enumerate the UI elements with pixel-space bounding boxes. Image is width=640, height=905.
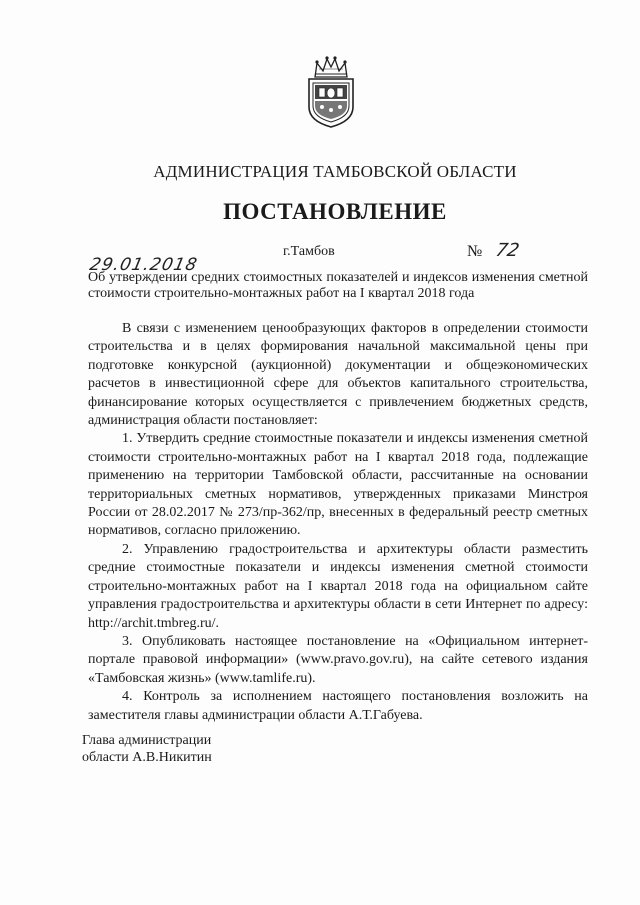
coat-of-arms-icon bbox=[305, 55, 357, 129]
paragraph-preamble: В связи с изменением ценообразующих факторов в определении стоимости строительства и в целях формирования начальной максимальной цены при подготовке конкурсной (аукционной) документации и общеэкономических расчетов в инвестиционной сфере для объектов капитального строительства, финансирование которых осуществляется с привлечением бюджетных средств, администрация области постановляет: bbox=[88, 321, 588, 429]
paragraph-item-2: 2. Управлению градостроительства и архитектуры области разместить средние стоимостные показатели и индексы изменения сметной стоимости строительно-монтажных работ на I квартал 2018 года на официальном сайте управления градостроительства и архитектуры области в сети Интернет по адресу: http://archit.tmbreg.ru/. bbox=[88, 541, 588, 631]
paragraph-item-4: 4. Контроль за исполнением настоящего постановления возложить на заместителя главы администрации области А.Т.Габуева. bbox=[88, 689, 588, 723]
paragraph-item-1: 1. Утвердить средние стоимостные показатели и индексы изменения сметной стоимости строительно-монтажных работ на I квартал 2018 года, подлежащие применению на территории Тамбовской области, рассчитанные на основании территориальных сметных нормативов, утвержденных приказами Минстроя России от 28.02.2017 № 273/пр-362/пр, внесенных в федеральный реестр сметных нормативов, согласно приложению. bbox=[88, 431, 588, 539]
document-number-label: № bbox=[467, 243, 483, 260]
document-subject: Об утверждении средних стоимостных показателей и индексов изменения сметной стоимости строительно-монтажных работ на I квартал 2018 года bbox=[88, 270, 588, 301]
signature-block bbox=[82, 732, 212, 766]
administration-title: АДМИНИСТРАЦИЯ ТАМБОВСКОЙ ОБЛАСТИ bbox=[153, 162, 517, 181]
document-number: 72 bbox=[493, 240, 522, 261]
document-type-heading: ПОСТАНОВЛЕНИЕ bbox=[223, 199, 447, 224]
document-city: г.Тамбов bbox=[283, 244, 335, 259]
signature-name: области А.В.Никитин bbox=[82, 750, 212, 765]
document-date: 29.01.2018 bbox=[87, 255, 200, 275]
signature-title: Глава администрации bbox=[82, 733, 212, 748]
paragraph-item-3: 3. Опубликовать настоящее постановление на «Официальном интернет-портале правовой информации» (www.pravo.gov.ru), на сайте сетевого издания «Тамбовская жизнь» (www.tamlife.ru). bbox=[88, 633, 588, 686]
document-body bbox=[88, 320, 588, 725]
